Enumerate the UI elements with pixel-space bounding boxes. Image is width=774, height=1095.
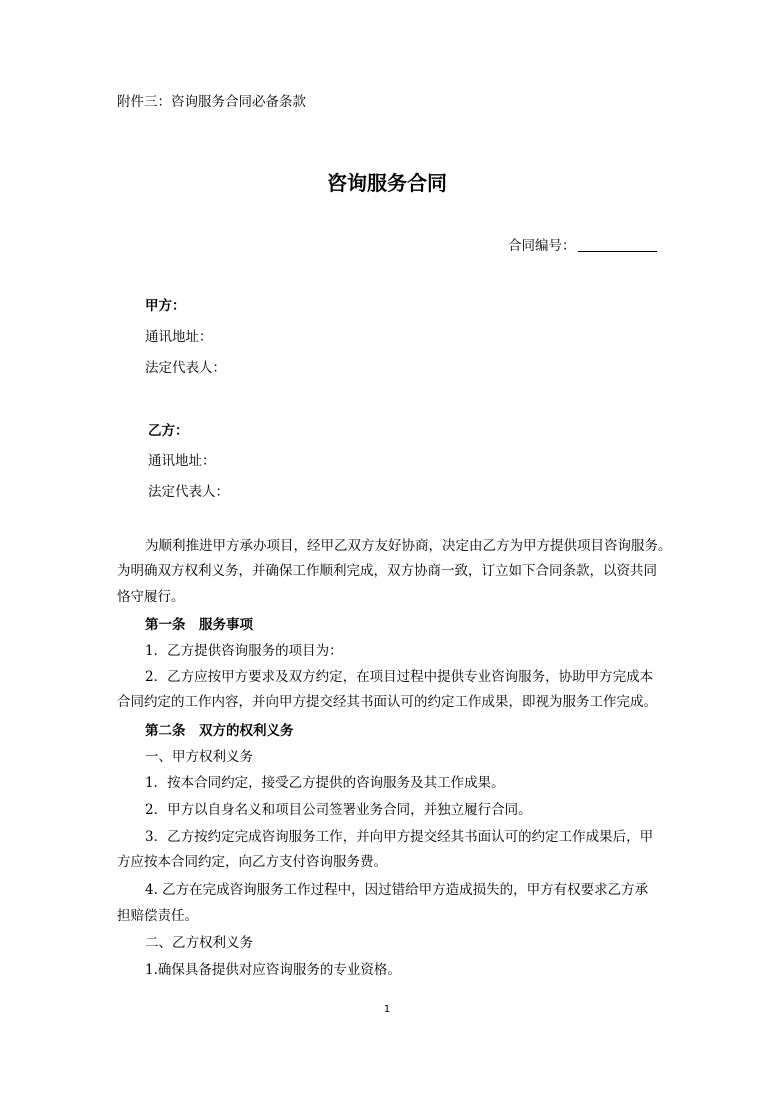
preamble-line-2: 为明确双方权利义务，并确保工作顺利完成，双方协商一致，订立如下合同条款，以资共同 [117, 563, 657, 579]
contract-number-label: 合同编号： [508, 238, 576, 254]
party-a-address-label: 通讯地址： [145, 329, 213, 345]
party-a-item2: 2．甲方以自身名义和项目公司签署业务合同，并独立履行合同。 [145, 802, 532, 818]
contract-number-blank-line [578, 251, 657, 252]
party-a-item1: 1．按本合同约定，接受乙方提供的咨询服务及其工作成果。 [145, 775, 505, 791]
party-b-representative-label: 法定代表人： [148, 484, 229, 500]
party-b-rights-heading: 二、乙方权利义务 [145, 935, 253, 951]
appendix-title: 附件三：咨询服务合同必备条款 [117, 94, 306, 110]
article1-item2-line1: 2．乙方应按甲方要求及双方约定，在项目过程中提供专业咨询服务，协助甲方完成本 [145, 669, 654, 685]
article1-item1: 1．乙方提供咨询服务的项目为： [145, 643, 343, 659]
party-b-item1: 1.确保具备提供对应咨询服务的专业资格。 [145, 962, 401, 978]
preamble-line-3: 恪守履行。 [117, 589, 185, 605]
article1-heading: 第一条 服务事项 [145, 617, 253, 633]
party-b-label: 乙方： [148, 423, 189, 439]
party-a-label: 甲方： [145, 298, 186, 314]
preamble-line-1: 为顺利推进甲方承办项目，经甲乙双方友好协商，决定由乙方为甲方提供项目咨询服务。 [145, 538, 672, 554]
party-a-item3-line1: 3．乙方按约定完成咨询服务工作，并向甲方提交经其书面认可的约定工作成果后，甲 [145, 829, 654, 845]
party-a-representative-label: 法定代表人： [145, 360, 226, 376]
party-b-address-label: 通讯地址： [148, 453, 216, 469]
party-a-item4-line2: 担赔偿责任。 [117, 908, 198, 924]
party-a-item4-line1: 4. 乙方在完成咨询服务工作过程中，因过错给甲方造成损失的，甲方有权要求乙方承 [145, 882, 649, 898]
document-title: 咨询服务合同 [327, 171, 447, 195]
party-a-rights-heading: 一、甲方权利义务 [145, 749, 253, 765]
page-number: 1 [383, 1004, 391, 1015]
article2-heading: 第二条 双方的权利义务 [145, 723, 294, 739]
article1-item2-line2: 合同约定的工作内容，并向甲方提交经其书面认可的约定工作成果，即视为服务工作完成。 [117, 694, 657, 710]
party-a-item3-line2: 方应按本合同约定，向乙方支付咨询服务费。 [117, 854, 387, 870]
